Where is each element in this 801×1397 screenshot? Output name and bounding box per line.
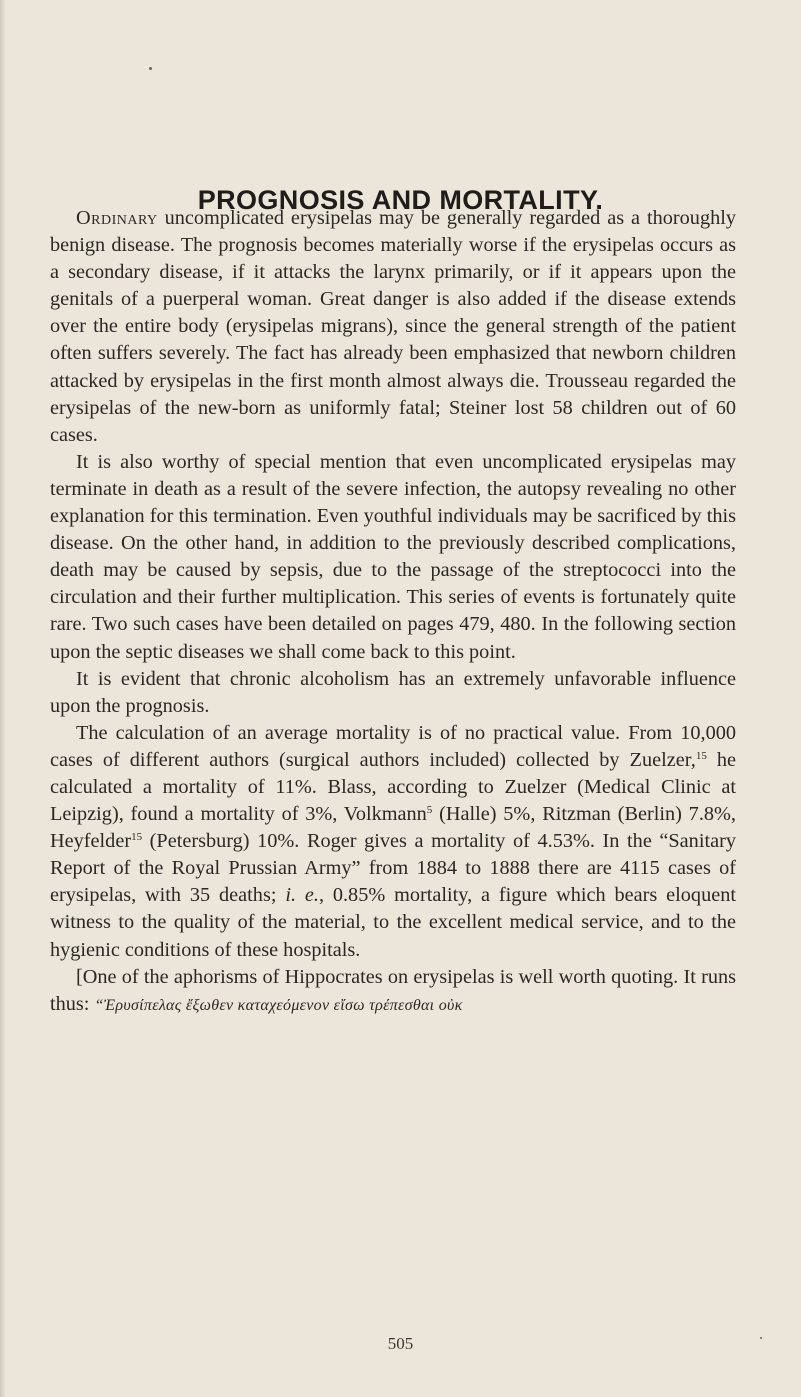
- abbreviation-ie: i. e.: [285, 884, 319, 907]
- paragraph-ordinary: [50, 205, 736, 449]
- paragraph-mortality: [50, 720, 736, 964]
- body-text: [50, 205, 736, 1019]
- footnote-ref: 15: [695, 749, 707, 762]
- paragraph-lead-word: Ordinary: [76, 207, 158, 229]
- paragraph-hippocrates: [50, 964, 736, 1019]
- paper-speck: [149, 67, 152, 70]
- footnote-ref: 15: [131, 831, 143, 844]
- footnote-ref: 5: [426, 804, 433, 817]
- paragraph-alcoholism: It is evident that chronic alcoholism has an extremely unfavorable influence upon the prognosis.: [50, 667, 736, 717]
- paragraph-text: [One of the aphorisms of Hippocrates on erysipelas is well worth quoting. It runs thus:: [50, 965, 736, 1015]
- page-number: 505: [387, 1334, 414, 1353]
- paragraph-uncomplicated-death: It is also worthy of special mention that even uncomplicated erysipelas may terminate in death as a result of the severe infection, the autopsy revealing no other explanation for this termination. Even youthful individuals may be sacrificed by this disease. On the other hand, in addition to the previously described complications, death may be caused by sepsis, due to the passage of the streptococci into the circulation and their further multiplication. This series of events is fortunately quite rare. Two such cases have been detailed on pages 479, 480. In the following section upon the septic diseases we shall come back to this point.: [50, 450, 736, 663]
- paragraph-text: (Petersburg) 10%. Roger gives a mortality of 4.53%. In the “Sanitary Report of the Royal Prussian Army” from 1884 to 1888 there are 4115 cases of erysipelas, with 35 deaths;: [50, 830, 736, 907]
- paragraph-text: (Halle) 5%, Ritzman (Berlin) 7.8%, Heyfelder: [50, 803, 736, 853]
- paragraph-text: The calculation of an average mortality is of no practical value. From 10,000 cases of different authors (surgical authors included) collected by Zuelzer,: [50, 721, 736, 771]
- page-title: PROGNOSIS AND MORTALITY.: [197, 185, 604, 216]
- greek-quotation: “Ἐρυσίπελας ἔξωθεν καταχεόμενον εἴσω τρέπεσθαι οὐκ: [94, 996, 463, 1014]
- paragraph-text: , 0.85% mortality, a figure which bears eloquent witness to the quality of the material, to the excellent medical service, and to the hygienic conditions of these hospitals.: [50, 884, 736, 961]
- paragraph-text: uncomplicated erysipelas may be generally regarded as a thoroughly benign disease. The prognosis becomes materially worse if the erysipelas occurs as a secondary disease, if it attacks the larynx primarily, or if it appears upon the genitals of a puerperal woman. Great danger is also added if the disease extends over the entire body (erysipelas migrans), since the general strength of the patient often suffers severely. The fact has already been emphasized that newborn children attacked by erysipelas in the first month almost always die. Trousseau regarded the erysipelas of the new-born as uniformly fatal; Steiner lost 58 children out of 60 cases.: [50, 207, 736, 446]
- paragraph-text: he calculated a mortality of 11%. Blass, according to Zuelzer (Medical Clinic at Leipzig), found a mortality of 3%, Volkmann: [50, 748, 737, 826]
